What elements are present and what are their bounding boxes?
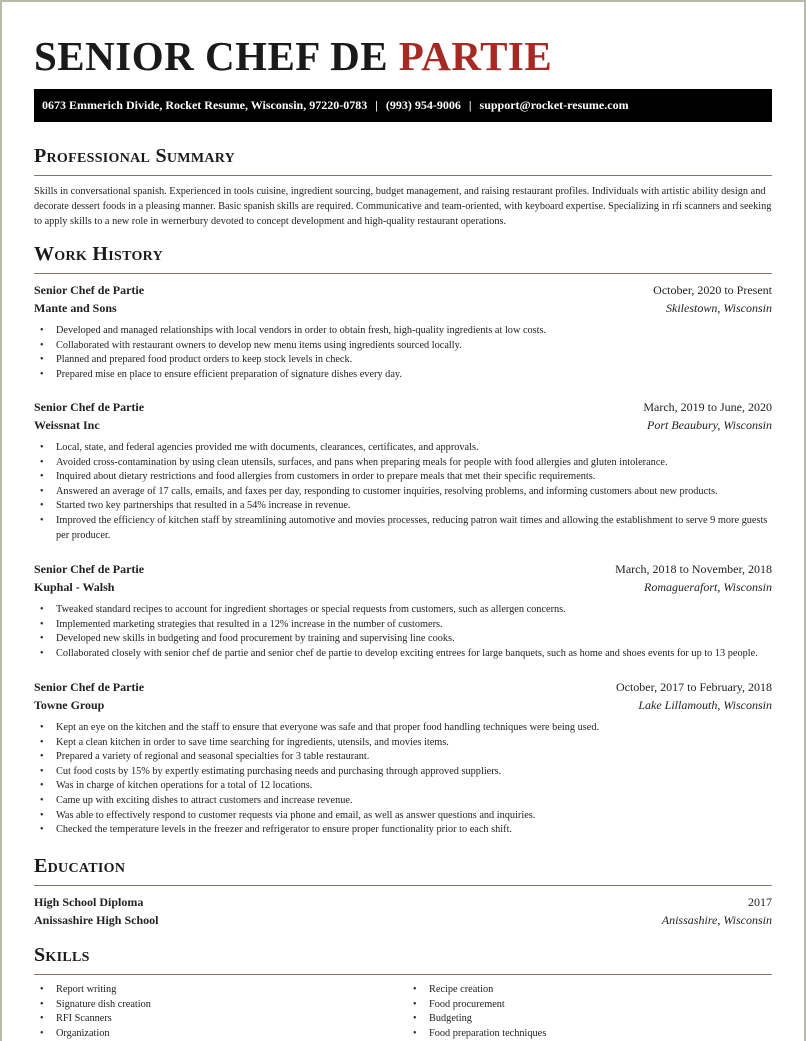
job-location: Skilestown, Wisconsin bbox=[666, 301, 772, 315]
list-item: • Planned and prepared food product orders to keep stock levels in check. bbox=[34, 353, 772, 368]
list-item: • Developed and managed relationships with local vendors in order to obtain fresh, high-quality ingredients at low costs. bbox=[34, 324, 772, 339]
list-item: • Started two key partnerships that resulted in a 54% increase in revenue. bbox=[34, 499, 772, 514]
education-entry bbox=[34, 895, 772, 931]
list-item: • Prepared mise en place to ensure efficient preparation of signature dishes every day. bbox=[34, 368, 772, 383]
list-item: • Local, state, and federal agencies provided me with documents, clearances, certificates, and approvals. bbox=[34, 441, 772, 456]
summary-divider bbox=[34, 175, 772, 176]
list-item: • Kept a clean kitchen in order to save time searching for ingredients, utensils, and movies items. bbox=[34, 736, 772, 751]
contact-separator: | bbox=[468, 98, 472, 112]
job-dates: October, 2017 to February, 2018 bbox=[615, 680, 772, 694]
job-dates: March, 2018 to November, 2018 bbox=[615, 562, 772, 576]
education-school: Anissashire High School bbox=[34, 913, 159, 927]
summary-text: Skills in conversational spanish. Experienced in tools cuisine, ingredient sourcing, budget management, and raising restaurant profiles. Individuals with artistic ability design and decorate dessert foods in a pleasing manner. Basic spanish skills are required. Communicative and team-oriented, with keyboard expertise. Specializing in rfi scanners and seeking to apply skills to a new role in wernerbury devoted to concept development and high-quality restaurant operations. bbox=[34, 186, 772, 227]
list-item: • Report writing bbox=[34, 983, 374, 998]
name-main: SENIOR CHEF DE bbox=[34, 33, 389, 79]
list-item: • Food preparation techniques bbox=[407, 1027, 747, 1041]
job-dates: October, 2020 to Present bbox=[653, 283, 772, 297]
job-bullets bbox=[34, 721, 772, 838]
job-location: Port Beaubury, Wisconsin bbox=[647, 418, 772, 432]
job-bullets bbox=[34, 603, 772, 661]
education-degree: High School Diploma bbox=[34, 895, 144, 909]
list-item: • Inquired about dietary restrictions and food allergies from customers in order to prepare meals that met their specific requirements. bbox=[34, 470, 772, 485]
job-title: Senior Chef de Partie bbox=[34, 562, 145, 576]
education-divider bbox=[34, 885, 772, 886]
skills-divider bbox=[34, 974, 772, 975]
education-heading: Education bbox=[34, 855, 126, 877]
list-item: • Budgeting bbox=[407, 1012, 747, 1027]
job-company: Weissnat Inc bbox=[34, 418, 100, 432]
job-entry bbox=[34, 400, 772, 543]
list-item: • Collaborated with restaurant owners to develop new menu items using ingredients sourced locally. bbox=[34, 339, 772, 354]
list-item: • Avoided cross-contamination by using clean utensils, surfaces, and pans when preparing meals for people with food allergies and gluten intolerance. bbox=[34, 456, 772, 471]
job-entry bbox=[34, 283, 772, 382]
list-item: • Kept an eye on the kitchen and the staff to ensure that everyone was safe and that proper food handling techniques were being used. bbox=[34, 721, 772, 736]
candidate-name bbox=[34, 32, 552, 80]
list-item: • Signature dish creation bbox=[34, 998, 374, 1013]
job-entry bbox=[34, 680, 772, 838]
name-accent: PARTIE bbox=[398, 33, 553, 79]
list-item: • Cut food costs by 15% by expertly estimating purchasing needs and purchasing through approved suppliers. bbox=[34, 765, 772, 780]
list-item: • Answered an average of 17 calls, emails, and faxes per day, responding to customer inquiries, resolving problems, and informing customers about new products. bbox=[34, 485, 772, 500]
list-item: • Improved the efficiency of kitchen staff by streamlining automotive and movies processes, reducing patron wait times and allowing the establishment to serve 9 more guests per producer. bbox=[34, 514, 772, 543]
skills-heading: Skills bbox=[34, 944, 90, 966]
contact-phone[interactable]: (993) 954-9006 bbox=[385, 98, 461, 112]
job-company: Kuphal - Walsh bbox=[34, 580, 115, 594]
skills-right-column bbox=[407, 983, 747, 1041]
list-item: • Was able to effectively respond to customer requests via phone and email, as well as answer questions and inquiries. bbox=[34, 809, 772, 824]
list-item: • Developed new skills in budgeting and food procurement by training and supervising line cooks. bbox=[34, 632, 772, 647]
list-item: • RFI Scanners bbox=[34, 1012, 374, 1027]
summary-heading: Professional Summary bbox=[34, 145, 236, 167]
job-location: Lake Lillamouth, Wisconsin bbox=[638, 698, 772, 712]
job-title: Senior Chef de Partie bbox=[34, 283, 145, 297]
contact-email[interactable]: support@rocket-resume.com bbox=[479, 98, 629, 112]
job-title: Senior Chef de Partie bbox=[34, 400, 145, 414]
list-item: • Food procurement bbox=[407, 998, 747, 1013]
job-dates: March, 2019 to June, 2020 bbox=[643, 400, 772, 414]
education-year: 2017 bbox=[748, 895, 772, 909]
work-history-heading: Work History bbox=[34, 243, 163, 265]
contact-bar bbox=[34, 89, 772, 122]
list-item: • Checked the temperature levels in the freezer and refrigerator to ensure proper functionality prior to each shift. bbox=[34, 823, 772, 838]
list-item: • Organization bbox=[34, 1027, 374, 1041]
contact-separator: | bbox=[375, 98, 378, 112]
list-item: • Recipe creation bbox=[407, 983, 747, 998]
education-location: Anissashire, Wisconsin bbox=[661, 913, 772, 927]
list-item: • Tweaked standard recipes to account for ingredient shortages or special requests from customers, such as allergen concerns. bbox=[34, 603, 772, 618]
work-history-divider bbox=[34, 273, 772, 274]
list-item: • Prepared a variety of regional and seasonal specialties for 3 table restaurant. bbox=[34, 750, 772, 765]
list-item: • Was in charge of kitchen operations for a total of 12 locations. bbox=[34, 779, 772, 794]
list-item: • Implemented marketing strategies that resulted in a 12% increase in the number of customers. bbox=[34, 618, 772, 633]
job-company: Mante and Sons bbox=[34, 301, 117, 315]
job-company: Towne Group bbox=[34, 698, 105, 712]
job-title: Senior Chef de Partie bbox=[34, 680, 145, 694]
list-item: • Came up with exciting dishes to attract customers and increase revenue. bbox=[34, 794, 772, 809]
job-bullets bbox=[34, 324, 772, 382]
skills-left-column bbox=[34, 983, 374, 1041]
list-item: • Collaborated closely with senior chef de partie and senior chef de partie to develop exciting entrees for large banquets, such as home and shoes events for up to 13 people. bbox=[34, 647, 772, 662]
contact-address: 0673 Emmerich Divide, Rocket Resume, Wisconsin, 97220-0783 bbox=[42, 98, 368, 112]
job-location: Romaguerafort, Wisconsin bbox=[644, 580, 772, 594]
job-bullets bbox=[34, 441, 772, 543]
job-entry bbox=[34, 562, 772, 661]
